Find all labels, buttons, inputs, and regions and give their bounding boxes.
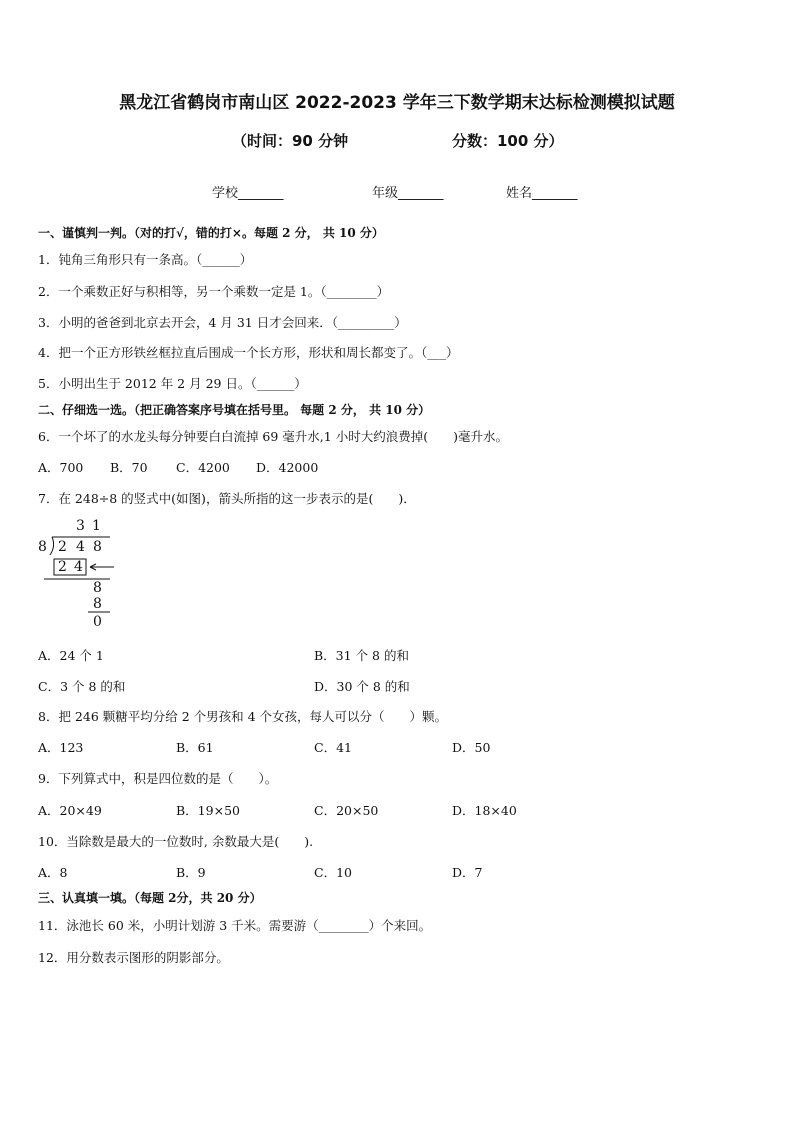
section-1-title: 一、谨慎判一判。（对的打√，错的打×。每题 2 分， 共 10 分） xyxy=(38,226,384,240)
exam-score: 分数：100 分） xyxy=(452,132,564,150)
q9-option-d: D．18×40 xyxy=(452,803,517,818)
q8-option-b: B．61 xyxy=(176,740,214,755)
quotient-digit: 3 xyxy=(76,518,85,534)
q8-option-d: D．50 xyxy=(452,740,491,755)
question-5: 5．小明出生于 2012 年 2 月 29 日。（______） xyxy=(38,376,307,391)
q10-option-a: A．8 xyxy=(38,865,68,880)
question-2: 2．一个乘数正好与积相等，另一个乘数一定是 1。（________） xyxy=(38,284,390,299)
question-12: 12．用分数表示图形的阴影部分。 xyxy=(38,950,229,965)
exam-time: （时间：90 分钟 xyxy=(232,132,349,150)
q6-option-d: D．42000 xyxy=(256,460,319,475)
q7-option-d: D．30 个 8 的和 xyxy=(314,679,410,694)
q6-option-a: A．700 xyxy=(38,460,84,475)
remainder-digit: 8 xyxy=(93,580,102,596)
name-field: 姓名_______ xyxy=(506,186,578,201)
question-11: 11．泳池长 60 米，小明计划游 3 千米。需要游（________）个来回。 xyxy=(38,918,432,933)
q7-option-b: B．31 个 8 的和 xyxy=(314,648,409,663)
question-3: 3．小明的爸爸到北京去开会，4 月 31 日才会回来．（_________） xyxy=(38,315,407,330)
q10-option-b: B．9 xyxy=(176,865,206,880)
q8-option-c: C．41 xyxy=(314,740,352,755)
q6-option-c: C．4200 xyxy=(176,460,230,475)
question-9: 9．下列算式中，积是四位数的是（ ）。 xyxy=(38,771,278,786)
dividend-digit: 2 xyxy=(58,539,67,555)
q6-option-b: B．70 xyxy=(110,460,148,475)
question-7: 7．在 248÷8 的竖式中(如图)，箭头所指的这一步表示的是( )． xyxy=(38,491,416,506)
division-bracket xyxy=(36,516,136,636)
page-title: 黑龙江省鹤岗市南山区 2022-2023 学年三下数学期末达标检测模拟试题 xyxy=(119,93,675,113)
subtract-digit: 8 xyxy=(93,596,102,612)
q9-option-c: C．20×50 xyxy=(314,803,379,818)
question-8: 8．把 246 颗糖平均分给 2 个男孩和 4 个女孩，每人可以分（ ）颗。 xyxy=(38,709,448,724)
q7-option-c: C．3 个 8 的和 xyxy=(38,679,126,694)
divisor: 8 xyxy=(38,539,47,555)
question-4: 4．把一个正方形铁丝框拉直后围成一个长方形，形状和周长都变了。（___） xyxy=(38,345,459,360)
grade-field: 年级_______ xyxy=(372,186,444,201)
q9-option-b: B．19×50 xyxy=(176,803,240,818)
section-3-title: 三、认真填一填。（每题 2分，共 20 分） xyxy=(38,891,262,905)
quotient-digit: 1 xyxy=(92,518,101,534)
question-10: 10．当除数是最大的一位数时, 余数最大是( ). xyxy=(38,834,314,849)
question-6: 6．一个坏了的水龙头每分钟要白白流掉 69 毫升水,1 小时大约浪费掉( )毫升水。 xyxy=(38,429,508,444)
question-1: 1．钝角三角形只有一条高。（______） xyxy=(38,252,253,267)
q7-option-a: A．24 个 1 xyxy=(38,648,104,663)
q10-option-c: C．10 xyxy=(314,865,352,880)
long-division-diagram xyxy=(36,516,136,636)
q8-option-a: A．123 xyxy=(38,740,84,755)
q9-option-a: A．20×49 xyxy=(38,803,102,818)
dividend-digit: 4 xyxy=(76,539,85,555)
step-digit: 2 xyxy=(58,559,67,575)
section-2-title: 二、仔细选一选。（把正确答案序号填在括号里。 每题 2 分， 共 10 分） xyxy=(38,403,431,417)
dividend-digit: 8 xyxy=(93,539,102,555)
school-field: 学校_______ xyxy=(212,186,284,201)
final-remainder: 0 xyxy=(93,614,102,630)
step-digit: 4 xyxy=(74,559,83,575)
q10-option-d: D．7 xyxy=(452,865,483,880)
